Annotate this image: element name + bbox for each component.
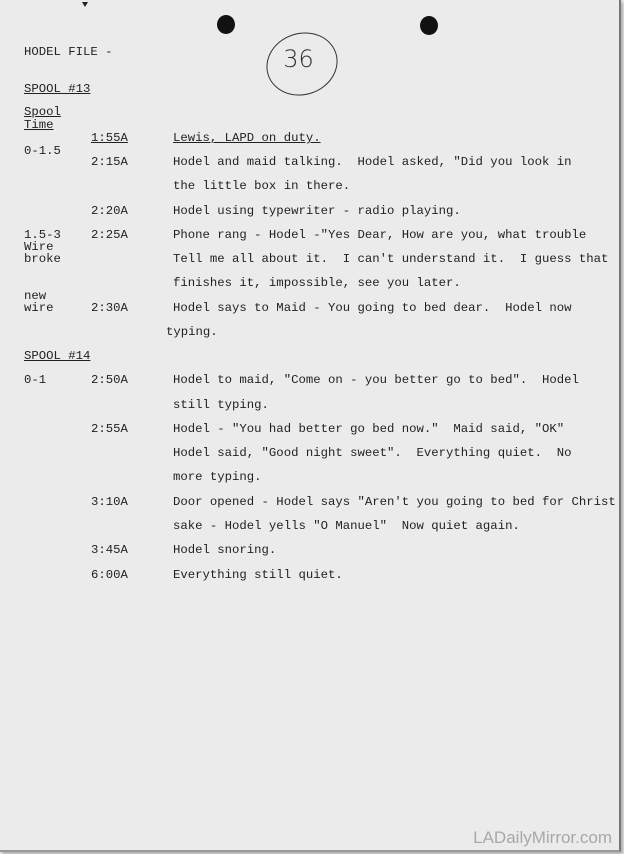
watermark: LADailyMirror.com [473,828,612,847]
margin-mark [82,2,88,7]
entry-time: 6:00A [91,568,128,582]
entry-text: still typing. [173,398,269,412]
entry-text: Hodel said, "Good night sweet". Everything quiet. No [173,446,572,460]
entry-text: Hodel to maid, "Come on - you better go to bed". Hodel [173,373,579,387]
entry-text: more typing. [173,470,262,484]
entry-text: Tell me all about it. I can't understand it. I guess that [173,252,609,266]
column-label-time: Time [24,118,54,132]
entry-time: 2:50A [91,373,128,387]
side-label: 0-1.5 [24,144,61,158]
punch-hole-left [217,15,235,34]
entry-text: Hodel snoring. [173,543,277,557]
entry-text: typing. [166,325,218,339]
entry-text: Hodel - "You had better go bed now." Maid said, "OK" [173,422,565,436]
entry-text: Lewis, LAPD on duty. [173,131,321,145]
entry-text: Hodel says to Maid - You going to bed dear. Hodel now [173,301,572,315]
side-label: Wire [24,240,54,254]
entry-time: 3:45A [91,543,128,557]
entry-time: 2:30A [91,301,128,315]
entry-text: Everything still quiet. [173,568,343,582]
page-number: 36 [283,44,314,73]
side-label: 0-1 [24,373,47,387]
entry-time: 2:20A [91,204,128,218]
side-label: 1.5-3 [24,228,61,242]
entry-text: the little box in there. [173,179,351,193]
side-label: wire [24,301,54,315]
entry-text: Hodel and maid talking. Hodel asked, "Did you look in [173,155,572,169]
entry-text: sake - Hodel yells "O Manuel" Now quiet again. [173,519,520,533]
entry-time: 2:55A [91,422,128,436]
spool-14-heading: SPOOL #14 [24,349,91,363]
entry-text: finishes it, impossible, see you later. [173,276,461,290]
punch-hole-right [420,16,438,35]
column-label-spool: Spool [24,105,61,119]
side-label: new [24,289,47,303]
document-title: HODEL FILE - [24,45,113,59]
entry-text: Door opened - Hodel says "Aren't you going to bed for Christ [173,495,616,509]
entry-time: 3:10A [91,495,128,509]
side-label: broke [24,252,61,266]
entry-text: Phone rang - Hodel -"Yes Dear, How are you, what trouble [173,228,587,242]
entry-time: 2:15A [91,155,128,169]
entry-time: 1:55A [91,131,128,145]
entry-text: Hodel using typewriter - radio playing. [173,204,461,218]
spool-13-heading: SPOOL #13 [24,82,91,96]
entry-time: 2:25A [91,228,128,242]
